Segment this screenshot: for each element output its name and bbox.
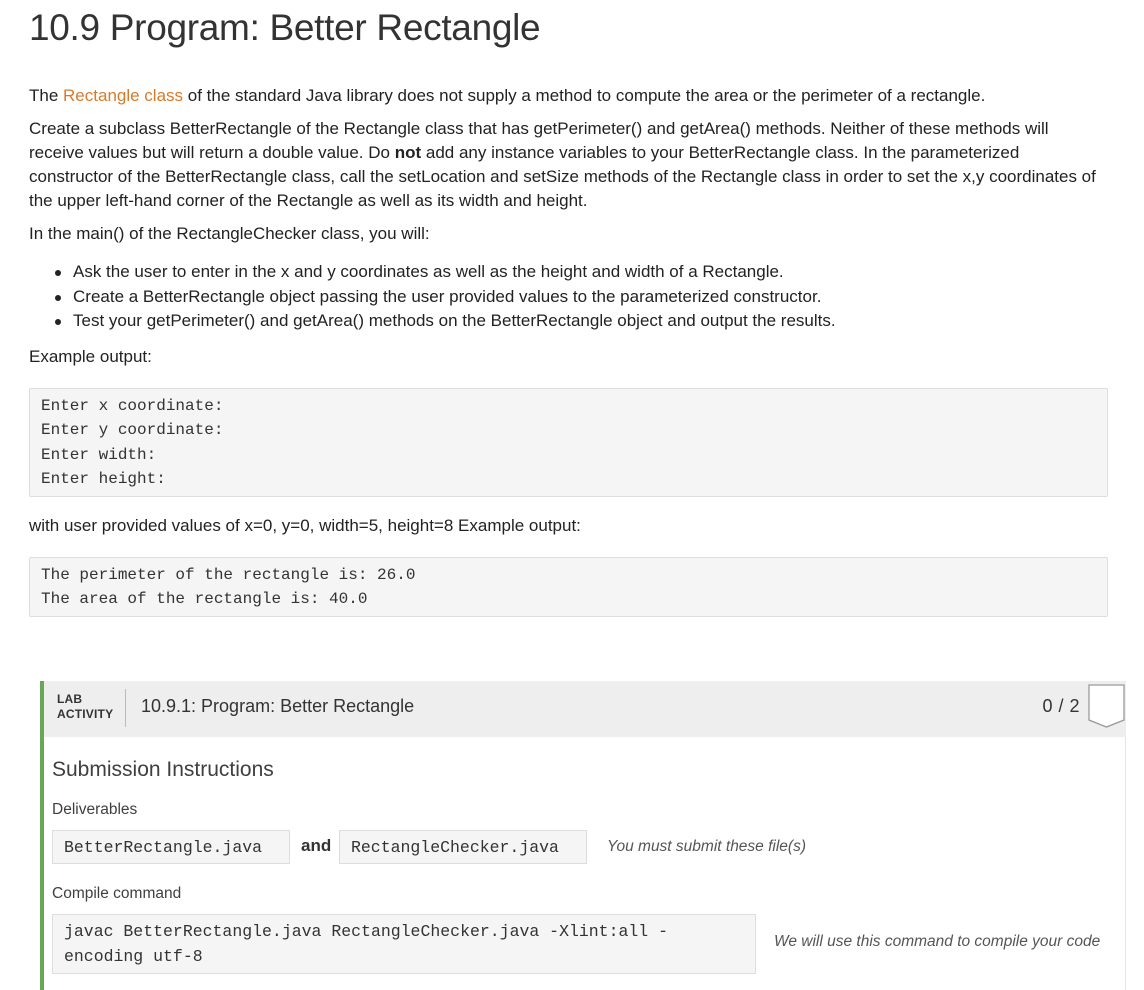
deliverables-note: You must submit these file(s) bbox=[607, 838, 806, 855]
instructions-text-1: Create a subclass BetterRectangle of the Rectangle class that has getPerimeter() and getArea() methods. Neither of these methods will receive values but will return a double value. Do bbox=[29, 119, 1049, 162]
instructions-paragraph bbox=[29, 117, 1108, 213]
instructions-text-2: add any instance variables to your BetterRectangle class. In the parameterized constructor of the BetterRectangle class, call the setLocation and setSize methods of the Rectangle class in order to set the x,y coordinates of the upper left-hand corner of the Rectangle as well as its width and height. bbox=[29, 143, 1096, 210]
lab-body bbox=[44, 737, 1126, 990]
rectangle-class-link[interactable]: Rectangle class bbox=[63, 86, 184, 105]
main-instructions: In the main() of the RectangleChecker class, you will: bbox=[29, 224, 430, 243]
example-output-label: Example output: bbox=[29, 346, 152, 366]
task-item: Test your getPerimeter() and getArea() methods on the BetterRectangle object and output the results. bbox=[73, 309, 1108, 334]
task-list bbox=[29, 260, 1108, 334]
example-input-code: Enter x coordinate: Enter y coordinate: Enter width: Enter height: bbox=[29, 388, 1108, 497]
example-output-code: The perimeter of the rectangle is: 26.0 The area of the rectangle is: 40.0 bbox=[29, 557, 1108, 617]
example-values-label: with user provided values of x=0, y=0, width=5, height=8 Example output: bbox=[29, 515, 581, 535]
lab-title: 10.9.1: Program: Better Rectangle bbox=[141, 696, 415, 716]
task-item: Ask the user to enter in the x and y coordinates as well as the height and width of a Rectangle. bbox=[73, 260, 1108, 285]
lab-activity-tag bbox=[57, 692, 113, 722]
lab-header bbox=[44, 681, 1126, 737]
lab-tag-line1: LAB bbox=[57, 692, 83, 706]
and-separator: and bbox=[301, 836, 332, 855]
submission-instructions-title: Submission Instructions bbox=[52, 758, 274, 781]
deliverables-label: Deliverables bbox=[52, 801, 138, 818]
header-divider bbox=[125, 689, 126, 727]
task-item: Create a BetterRectangle object passing the user provided values to the parameterized constructor. bbox=[73, 285, 1108, 310]
instructions-bold: not bbox=[394, 143, 422, 162]
lab-tag-line2: ACTIVITY bbox=[57, 707, 114, 721]
lab-score: 0 / 2 bbox=[1042, 696, 1080, 716]
deliverable-file-1: BetterRectangle.java bbox=[52, 830, 290, 864]
lab-activity-panel bbox=[40, 681, 1126, 990]
deliverable-file-2: RectangleChecker.java bbox=[339, 830, 587, 864]
intro-paragraph bbox=[29, 84, 1108, 108]
compile-note: We will use this command to compile your code bbox=[774, 933, 1101, 950]
compile-command-label: Compile command bbox=[52, 885, 182, 902]
completion-badge-icon bbox=[1088, 684, 1126, 728]
page-title: 10.9 Program: Better Rectangle bbox=[29, 7, 541, 48]
intro-suffix: of the standard Java library does not supply a method to compute the area or the perimeter of a rectangle. bbox=[183, 86, 986, 105]
compile-command-code: javac BetterRectangle.java RectangleChecker.java -Xlint:all - encoding utf-8 bbox=[52, 914, 756, 974]
intro-prefix: The bbox=[29, 86, 64, 105]
